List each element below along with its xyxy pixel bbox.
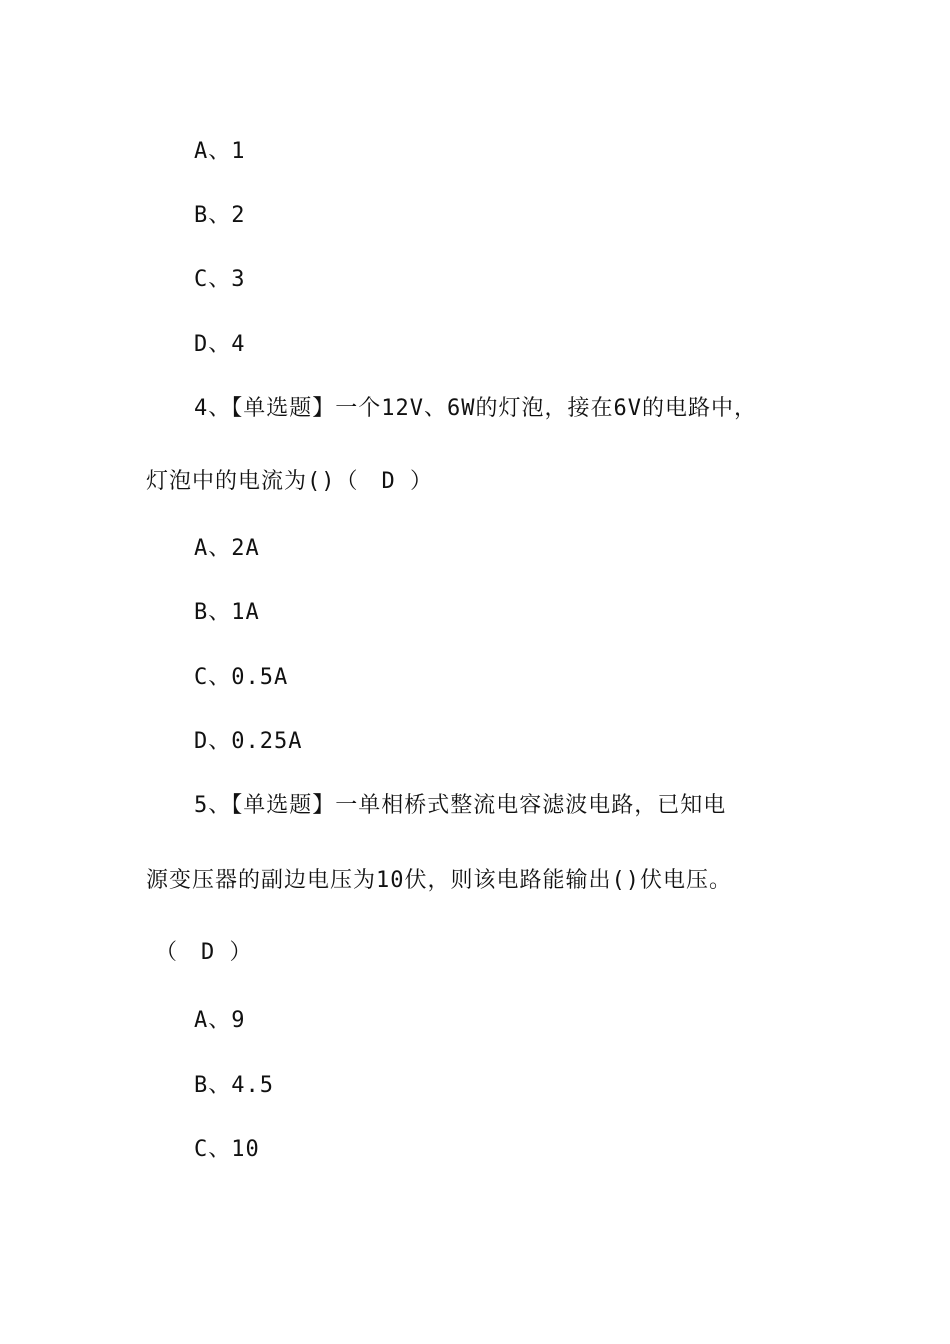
question-5-option-a: A、9 <box>194 1008 246 1033</box>
question-5-stem-line1: 5、【单选题】一单相桥式整流电容滤波电路，已知电 <box>194 793 727 818</box>
question-4-option-a: A、2A <box>194 536 260 561</box>
question-5-option-c: C、10 <box>194 1137 260 1162</box>
question-4-option-b: B、1A <box>194 600 260 625</box>
option-d: D、4 <box>194 332 246 357</box>
option-b: B、2 <box>194 203 246 228</box>
question-5-stem-line2: 源变压器的副边电压为10伏，则该电路能输出()伏电压。 <box>146 868 732 893</box>
question-5-answer: （ D ） <box>155 940 253 965</box>
question-4-stem-line1: 4、【单选题】一个12V、6W的灯泡，接在6V的电路中， <box>194 396 757 421</box>
option-c: C、3 <box>194 267 246 292</box>
question-4-option-d: D、0.25A <box>194 729 303 754</box>
option-a: A、1 <box>194 139 246 164</box>
question-4-option-c: C、0.5A <box>194 665 289 690</box>
question-4-stem-line2: 灯泡中的电流为()（ D ） <box>146 469 433 494</box>
question-5-option-b: B、4.5 <box>194 1073 274 1098</box>
